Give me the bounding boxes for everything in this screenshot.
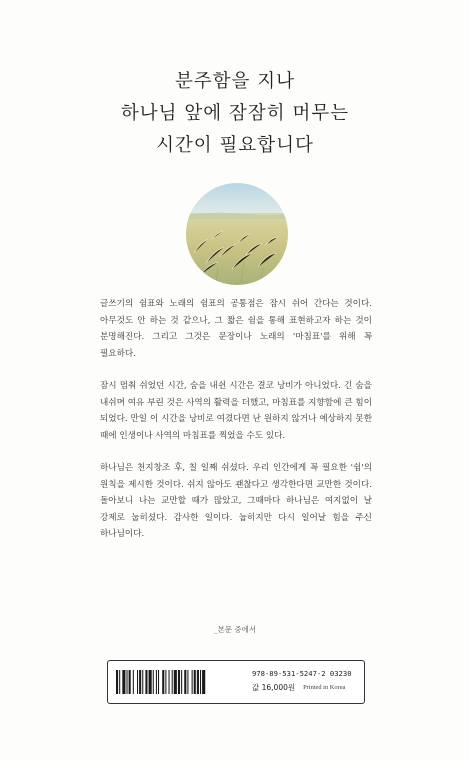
barcode-icon [116,670,246,694]
barcode-bar [181,670,182,694]
barcode-bar [197,670,199,694]
barcode-bar [129,670,131,694]
isbn-number: 978-89-531-5247-2 03230 [252,669,352,678]
barcode-bar [156,670,157,694]
barcode-bar [145,670,147,694]
body-text [100,296,372,559]
barcode-bar [116,670,118,694]
barcode-bar [165,670,166,694]
printed-in: Printed in Korea [303,684,346,691]
barcode-bar [158,670,159,694]
barcode-bar [133,670,134,694]
barcode-bar [122,670,125,694]
barcode-bar [202,670,205,694]
headline-line-3: 시간이 필요합니다 [156,135,314,156]
barcode-bar [172,670,173,694]
barcode-bar [174,670,177,694]
barcode-bar [194,670,196,694]
barcode-bar [162,670,164,694]
barcode-bar [169,670,170,694]
paragraph-3: 하나님은 천지창조 후, 칠 일째 쉬셨다. 우리 인간에게 꼭 필요한 '쉼'의 원칙을 제시한 것이다. 쉬지 않아도 괜찮다고 생각한다면 교만한 것이다. 돌아보니 나는 교만할 때가 많았고, 그때마다 하나님은 여지없이 날 강제로 눕히셨다. 감사한 일이다. 눕히지만 다시 일어날 힘을 주신 하나님이다. [100,463,372,539]
barcode-bar [187,670,188,694]
headline-line-2: 하나님 앞에 잠잠히 머무는 [120,103,350,124]
barcode-bar [200,670,201,694]
price-line [252,682,345,693]
barcode-bar [119,670,120,694]
meadow-painting-icon [186,183,288,285]
attribution: _본문 중에서 [213,625,257,634]
barcode-box [107,660,365,704]
barcode-bar [149,670,152,694]
price: 값 16,000원 [252,683,296,692]
barcode-bar [153,670,154,694]
paragraph-2: 잠시 멈춰 쉬었던 시간, 숨을 내쉰 시간은 결코 낭비가 아니었다. 긴 숨을 내쉬며 여유 부린 것은 사역의 활력을 더했고, 마침표를 지향함에 큰 힘이 되었다. 만일 이 시간을 낭비로 여겼다면 난 원하지 않거나 예상하지 못한 때에 인생이나 사역의 마침표를 찍었을 수도 있다. [100,381,372,441]
barcode-bar [127,670,128,694]
headline-line-1: 분주함을 지나 [174,71,296,92]
paragraph-1: 글쓰기의 쉼표와 노래의 쉼표의 공통점은 잠시 쉬어 간다는 것이다. 아무것도 안 하는 것 같으나, 그 짧은 쉼을 통해 표현하고자 하는 것이 분명해진다. 그리고 그것은 문장이나 노래의 '마침표'를 위해 꼭 필요하다. [100,299,372,359]
barcode-bar [139,670,141,694]
barcode-bar [137,670,138,694]
barcode-bar [184,670,186,694]
barcode-bar [178,670,180,694]
headline [0,66,470,162]
barcode-bar [142,670,143,694]
barcode-bar [192,670,193,694]
